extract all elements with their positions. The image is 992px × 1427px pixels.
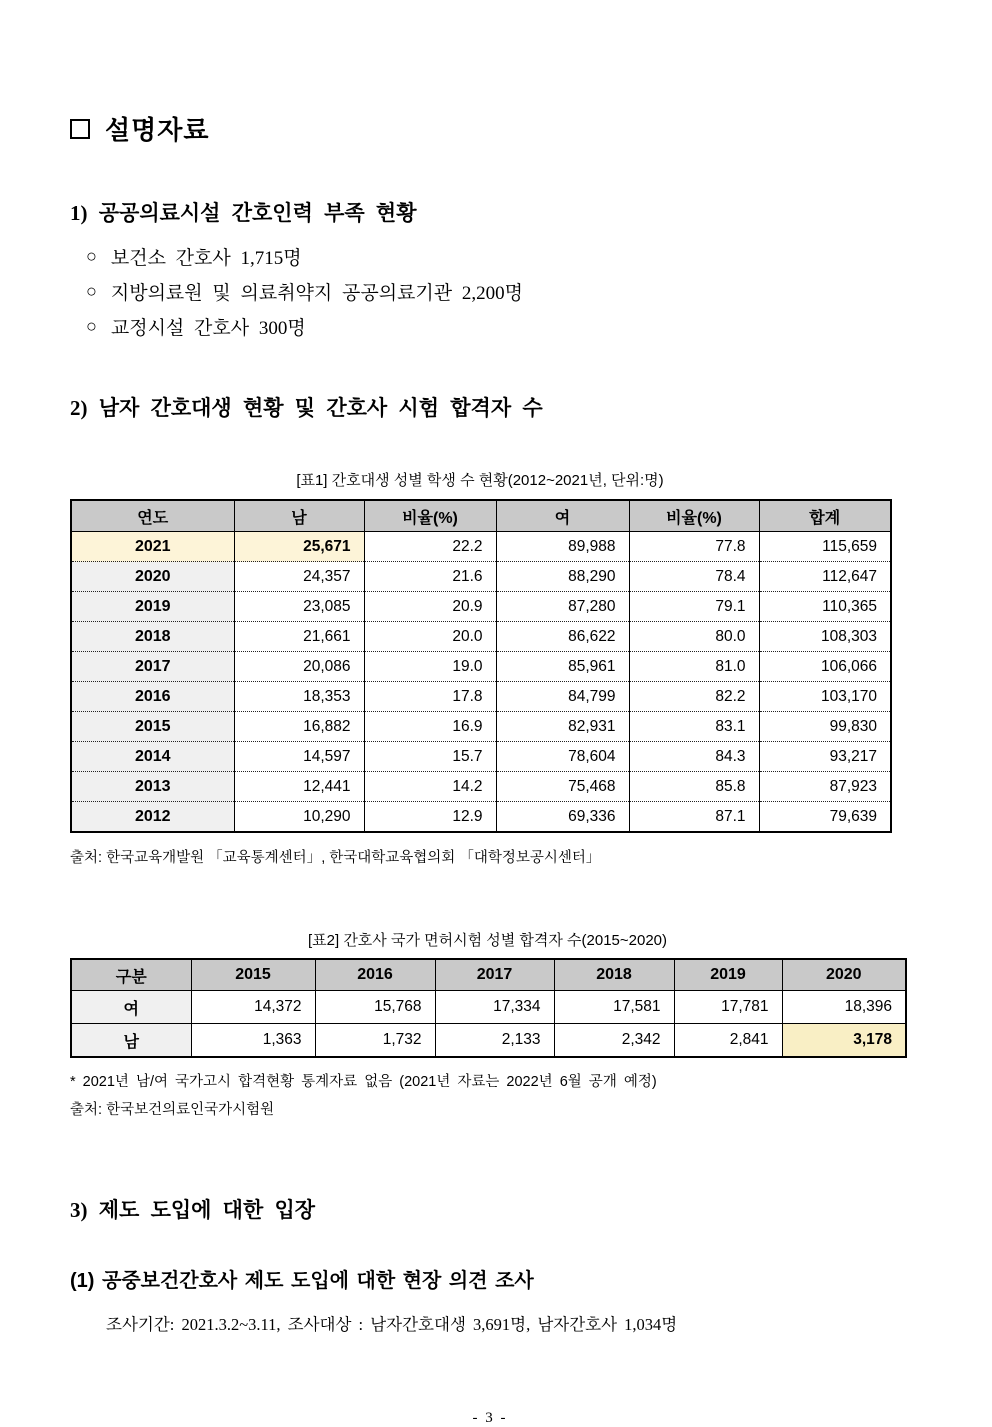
table-row-2021 <box>71 532 891 562</box>
value-cell: 108,303 <box>759 622 891 652</box>
value-cell: 78,604 <box>496 742 629 772</box>
section1-heading: 1) 공공의료시설 간호인력 부족 현황 <box>70 201 417 225</box>
list-item-text: 교정시설 간호사 300명 <box>110 318 306 339</box>
value-cell: 83.1 <box>629 712 759 742</box>
column-header: 구분 <box>71 959 191 991</box>
value-cell: 16.9 <box>364 712 496 742</box>
value-cell: 23,085 <box>234 592 364 622</box>
value-cell: 81.0 <box>629 652 759 682</box>
value-cell: 17,581 <box>554 991 674 1024</box>
year-cell: 2019 <box>71 592 234 622</box>
value-cell: 78.4 <box>629 562 759 592</box>
value-cell: 84,799 <box>496 682 629 712</box>
table1-header-row <box>71 500 891 532</box>
value-cell: 85,961 <box>496 652 629 682</box>
value-cell: 10,290 <box>234 802 364 833</box>
value-cell: 79,639 <box>759 802 891 833</box>
column-header: 연도 <box>71 500 234 532</box>
value-cell: 14.2 <box>364 772 496 802</box>
value-cell: 69,336 <box>496 802 629 833</box>
list-item <box>70 309 992 344</box>
table-row-2020 <box>71 562 891 592</box>
circle-bullet-icon: ○ <box>86 316 97 336</box>
table1-caption: [표1] 간호대생 성별 학생 수 현황(2012~2021년, 단위:명) <box>296 472 664 489</box>
value-cell: 22.2 <box>364 532 496 562</box>
value-cell: 1,732 <box>315 1024 435 1058</box>
section3-sub-heading: (1) 공중보건간호사 제도 도입에 대한 현장 의견 조사 <box>70 1270 534 1292</box>
value-cell: 18,353 <box>234 682 364 712</box>
section3-heading: 3) 제도 도입에 대한 입장 <box>70 1198 316 1222</box>
column-header: 2019 <box>674 959 782 991</box>
section1-bullet-list <box>70 239 992 344</box>
table-row-2013 <box>71 772 891 802</box>
column-header: 2017 <box>435 959 554 991</box>
value-cell: 17.8 <box>364 682 496 712</box>
year-cell: 2014 <box>71 742 234 772</box>
column-header: 합계 <box>759 500 891 532</box>
value-cell: 20.9 <box>364 592 496 622</box>
value-cell: 2,133 <box>435 1024 554 1058</box>
document-title-text: 설명자료 <box>105 115 210 145</box>
value-cell: 25,671 <box>234 532 364 562</box>
value-cell: 79.1 <box>629 592 759 622</box>
section2-heading: 2) 남자 간호대생 현황 및 간호사 시험 합격자 수 <box>70 396 543 420</box>
table2-source: 출처: 한국보건의료인국가시험원 <box>70 1102 275 1118</box>
value-cell: 88,290 <box>496 562 629 592</box>
value-cell: 21,661 <box>234 622 364 652</box>
value-cell: 14,597 <box>234 742 364 772</box>
value-cell: 77.8 <box>629 532 759 562</box>
value-cell: 106,066 <box>759 652 891 682</box>
value-cell: 85.8 <box>629 772 759 802</box>
value-cell: 19.0 <box>364 652 496 682</box>
value-cell: 17,334 <box>435 991 554 1024</box>
value-cell: 1,363 <box>191 1024 315 1058</box>
column-header: 여 <box>496 500 629 532</box>
value-cell: 2,342 <box>554 1024 674 1058</box>
value-cell: 86,622 <box>496 622 629 652</box>
value-cell: 112,647 <box>759 562 891 592</box>
table1-nursing-students <box>70 499 892 833</box>
value-cell: 14,372 <box>191 991 315 1024</box>
year-cell: 2021 <box>71 532 234 562</box>
circle-bullet-icon: ○ <box>86 281 97 301</box>
row-label-cell: 여 <box>71 991 191 1024</box>
table2-header-row <box>71 959 906 991</box>
column-header: 남 <box>234 500 364 532</box>
list-item-text: 보건소 간호사 1,715명 <box>110 248 302 269</box>
value-cell: 15.7 <box>364 742 496 772</box>
table-row-2014 <box>71 742 891 772</box>
value-cell: 87,280 <box>496 592 629 622</box>
table-row-2016 <box>71 682 891 712</box>
table-row-female <box>71 991 906 1024</box>
value-cell: 16,882 <box>234 712 364 742</box>
column-header: 2016 <box>315 959 435 991</box>
column-header: 2015 <box>191 959 315 991</box>
row-label-cell: 남 <box>71 1024 191 1058</box>
value-cell: 80.0 <box>629 622 759 652</box>
list-item <box>70 239 992 274</box>
circle-bullet-icon: ○ <box>86 246 97 266</box>
table2-license-exam-passers <box>70 958 907 1058</box>
square-bullet-icon <box>70 119 90 139</box>
value-cell: 103,170 <box>759 682 891 712</box>
value-cell: 12,441 <box>234 772 364 802</box>
column-header: 비율(%) <box>629 500 759 532</box>
column-header: 2020 <box>782 959 906 991</box>
year-cell: 2018 <box>71 622 234 652</box>
value-cell: 82.2 <box>629 682 759 712</box>
list-item-text: 지방의료원 및 의료취약지 공공의료기관 2,200명 <box>110 283 523 304</box>
value-cell: 18,396 <box>782 991 906 1024</box>
table-row-2019 <box>71 592 891 622</box>
table-row-male <box>71 1024 906 1058</box>
year-cell: 2017 <box>71 652 234 682</box>
value-cell: 110,365 <box>759 592 891 622</box>
table-row-2017 <box>71 652 891 682</box>
year-cell: 2020 <box>71 562 234 592</box>
table2-note: * 2021년 남/여 국가고시 합격현황 통계자료 없음 (2021년 자료는 2022년 6월 공개 예정) <box>70 1074 657 1090</box>
value-cell: 99,830 <box>759 712 891 742</box>
value-cell: 17,781 <box>674 991 782 1024</box>
value-cell: 82,931 <box>496 712 629 742</box>
list-item <box>70 274 992 309</box>
value-cell: 24,357 <box>234 562 364 592</box>
survey-info: 조사기간: 2021.3.2~3.11, 조사대상 : 남자간호대생 3,691명, 남자간호사 1,034명 <box>106 1315 678 1334</box>
column-header: 비율(%) <box>364 500 496 532</box>
value-cell: 2,841 <box>674 1024 782 1058</box>
value-cell: 12.9 <box>364 802 496 833</box>
value-cell: 87.1 <box>629 802 759 833</box>
value-cell: 93,217 <box>759 742 891 772</box>
value-cell: 115,659 <box>759 532 891 562</box>
table-row-2018 <box>71 622 891 652</box>
table2-caption: [표2] 간호사 국가 면허시험 성별 합격자 수(2015~2020) <box>307 932 667 949</box>
value-cell: 20,086 <box>234 652 364 682</box>
table-row-2015 <box>71 712 891 742</box>
value-cell: 89,988 <box>496 532 629 562</box>
page-number: - 3 - <box>472 1410 508 1426</box>
column-header: 2018 <box>554 959 674 991</box>
value-cell: 84.3 <box>629 742 759 772</box>
table1-source: 출처: 한국교육개발원 「교육통계센터」, 한국대학교육협의회 「대학정보공시센터」 <box>70 850 601 866</box>
year-cell: 2015 <box>71 712 234 742</box>
value-cell: 75,468 <box>496 772 629 802</box>
document-title <box>70 0 992 147</box>
value-cell: 20.0 <box>364 622 496 652</box>
value-cell: 21.6 <box>364 562 496 592</box>
year-cell: 2012 <box>71 802 234 833</box>
year-cell: 2016 <box>71 682 234 712</box>
year-cell: 2013 <box>71 772 234 802</box>
value-cell: 87,923 <box>759 772 891 802</box>
value-cell: 15,768 <box>315 991 435 1024</box>
table-row-2012 <box>71 802 891 833</box>
highlighted-value-cell: 3,178 <box>782 1024 906 1058</box>
